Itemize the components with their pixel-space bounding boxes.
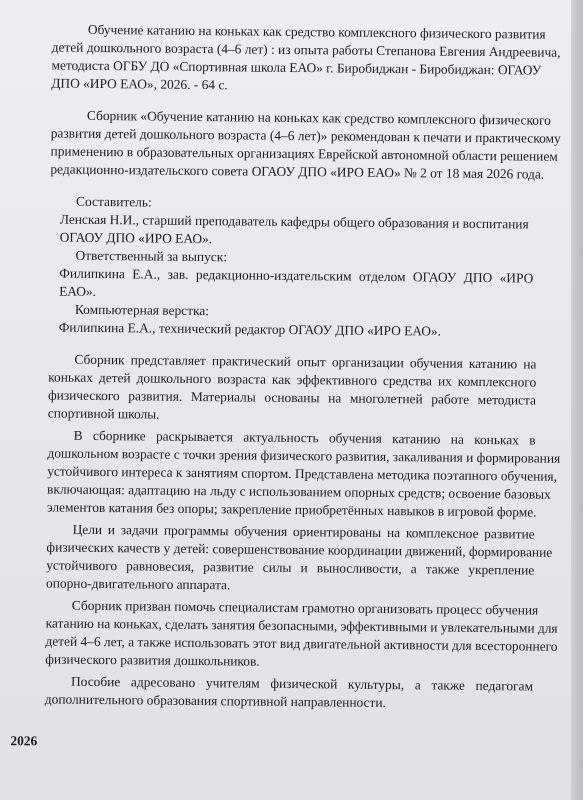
body-line: физического развития. Материалы основаны на многолетней работе методиста [47,387,537,408]
body-line: Цели и задачи программы обучения ориентированы на комплексное развитие [72,521,535,542]
body-line: физического развития дошкольников. [45,651,260,669]
body-line: спортивной школы. [47,405,160,422]
body-line: Сборник призван помочь специалистам грамотно организовать процесс обучения [71,597,539,618]
compiler-line: ОГАОУ ДПО «ИРО ЕАО». [59,229,213,247]
body-line: дополнительного образования спортивной направленности. [44,691,386,711]
approval-line: редакционно-издательского совета ОГАОУ ДПО «ИРО ЕАО» № 2 от 18 мая 2026 года. [50,161,545,182]
layout-label: Компьютерная верстка: [74,301,210,319]
responsible-label: Ответственный за выпуск: [75,247,228,265]
annotation-line: ДПО «ИРО ЕАО», 2026. - 64 с. [51,75,228,93]
body-line: коньках детей дошкольного возраста как эффективного средства их комплексного [48,369,537,390]
body-line: детей 4–6 лет, а также использовать этот вид двигательной активности для всестороннего [45,633,558,654]
annotation-line: детей дошкольного возраста (4–6 лет) : из опыта работы Степанова Евгения Андреевича, [51,39,561,60]
layout-line: Филипкина Е.А., технический редактор ОГАОУ ДПО «ИРО ЕАО». [58,319,442,339]
body-line: катанию на коньках, сделать занятия безопасными, эффективными и увлекательными для [45,615,558,636]
body-line: элементов катания без опоры; закрепление приобретённых навыков в игровой форме. [46,499,537,520]
compiler-line: Ленская Н.И., старший преподаватель кафедры общего образования и воспитания [59,211,529,232]
approval-line: применению в образовательных организациях Еврейской автономной области решением [50,143,558,164]
body-line: устойчивого интереса к занятиям спортом. Представлена методика поэтапного обучения, [47,463,558,484]
annotation-line: Обучение катанию на коньках как средство комплексного физического развития [87,21,546,42]
approval-line: Сборник «Обучение катанию на коньках как средство комплексного физического [86,107,551,128]
body-line: физических качеств у детей: совершенствование координации движений, формирование [46,539,553,560]
body-line: Сборник представляет практический опыт организации обучения катанию на [74,351,537,372]
body-line: Пособие адресовано учителям физической культуры, а также педагогам [70,673,534,694]
body-line: устойчивого равновесия, развитие силы и выносливости, а также укрепление [46,557,535,578]
body-line: В сборнике раскрывается актуальность обучения катанию на коньках в [73,427,536,448]
responsible-line: ЕАО». [59,283,97,299]
annotation-line: методиста ОГБУ ДО «Спортивная школа ЕАО» г. Биробиджан - Биробиджан: ОГАОУ [51,57,542,78]
footer-year: 2026 [10,733,38,749]
body-line: дошкольном возрасте с точки зрения физического развития, закаливания и формирования [47,445,561,466]
compiler-label: Составитель: [75,193,152,210]
responsible-line: Филипкина Е.А., зав. редакционно-издательским отделом ОГАОУ ДПО «ИРО [59,265,534,286]
body-line: включающая: адаптацию на льду с использованием опорных средств; освоение базовых [46,481,551,502]
body-line: опорно-двигательного аппарата. [45,575,231,593]
approval-line: развития детей дошкольного возраста (4–6 лет)» рекомендован к печати и практическому [50,125,561,146]
